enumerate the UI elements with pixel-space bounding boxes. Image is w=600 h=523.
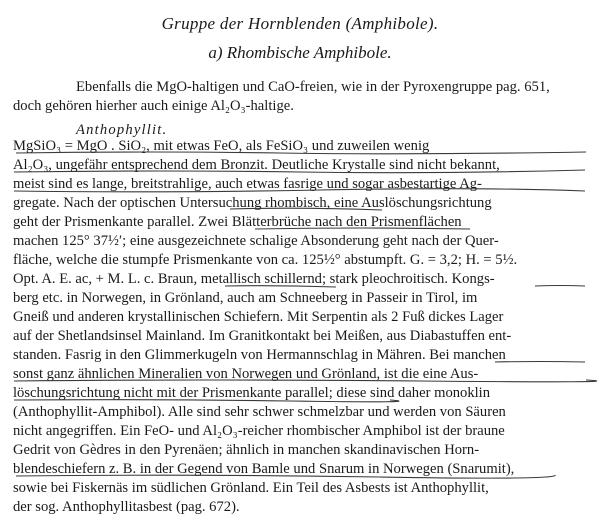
text-line: machen 125° 37½′; eine ausgezeichnete schalige Absonderung geht nach der Quer- (13, 233, 499, 249)
intro-line: doch gehören hierher auch einige Al₂O₃-haltige. (13, 98, 294, 114)
text-line: meist sind es lange, breitstrahlige, auch etwas fasrige und sogar asbestartige Ag- (13, 176, 482, 192)
text-line: berg etc. in Norwegen, in Grönland, auch am Schneeberg in Passeir in Tirol, im (13, 290, 478, 306)
text-line: Gedrit von Gèdres in den Pyrenäen; ähnlich in manchen skandinavischen Horn- (13, 442, 480, 458)
section-subtitle: a) Rhombische Amphibole. (208, 43, 392, 62)
text-line: geht der Prismenkante parallel. Zwei Blätterbrüche nach den Prismenflächen (13, 214, 462, 230)
text-line: sowie bei Fiskernäs im südlichen Grönland. Ein Teil des Asbests ist Anthophyllit, (13, 480, 489, 496)
text-line: der sog. Anthophyllitasbest (pag. 672). (13, 499, 240, 515)
text-line: Al₂O₃, ungefähr entsprechend dem Bronzit. Deutliche Krystalle sind nicht bekannt, (13, 157, 500, 173)
mineral-heading: Anthophyllit. (76, 122, 168, 138)
text-line: blendeschiefern z. B. in der Gegend von Bamle und Snarum in Norwegen (Snarumit), (13, 461, 515, 477)
underline-mark (535, 286, 585, 287)
text-line: sonst ganz ähnlichen Mineralien von Norwegen und Grönland, ist die eine Aus- (13, 366, 479, 382)
section-title: Gruppe der Hornblenden (Amphibole). (161, 14, 439, 33)
text-line: auf der Shetlandsinsel Mainland. Im Granitkontakt bei Meißen, aus Diabastuffen ent- (13, 328, 512, 344)
text-line: löschungsrichtung nicht mit der Prismenkante parallel; diese sind daher monoklin (13, 385, 491, 401)
text-line: MgSiO₃ = MgO . SiO₂, mit etwas FeO, als FeSiO₃ und zuweilen wenig (13, 138, 430, 154)
text-line: gregate. Nach der optischen Untersuchung rhombisch, eine Auslöschungsrichtung (13, 195, 492, 211)
underline-mark (495, 362, 585, 363)
intro-line: Ebenfalls die MgO-haltigen und CaO-freien, wie in der Pyroxengruppe pag. 651, (76, 79, 550, 95)
text-line: (Anthophyllit-Amphibol). Alle sind sehr schwer schmelzbar und werden von Säuren (13, 404, 506, 420)
text-line: fläche, welche die stumpfe Prismenkante von ca. 125½° abstumpft. G. = 3,2; H. = 5½. (13, 252, 518, 268)
text-line: standen. Fasrig in den Glimmerkugeln von Hermannschlag in Mähren. Bei manchen (13, 347, 506, 363)
text-line: Opt. A. E. ac, + M. L. c. Braun, metallisch schillernd; stark pleochroitisch. Kongs- (13, 271, 495, 287)
text-line: Gneiß und anderen krystallinischen Schiefern. Mit Serpentin als 2 Fuß dickes Lager (13, 309, 504, 325)
text-line: nicht angegriffen. Ein FeO- und Al₂O₃-reicher rhombischer Amphibol ist der braune (13, 423, 505, 439)
